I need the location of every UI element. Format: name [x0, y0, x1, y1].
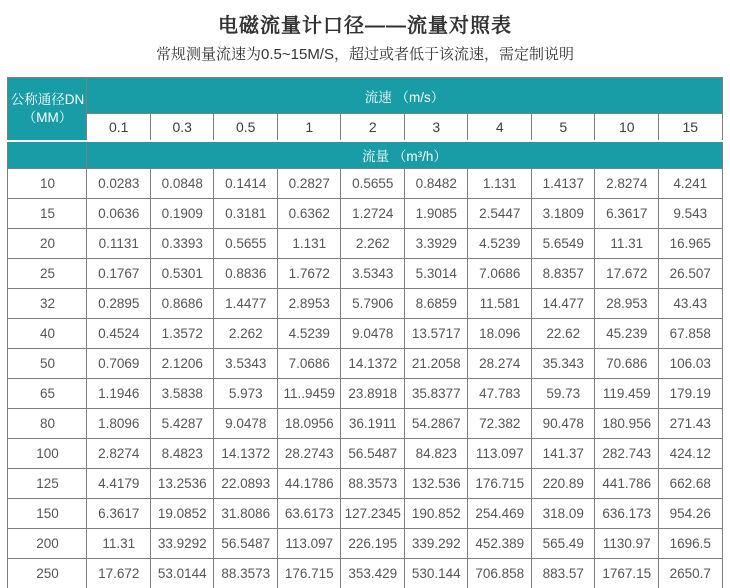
flow-value-cell: 0.5301 [150, 259, 214, 289]
flow-value-cell: 0.7069 [87, 349, 151, 379]
flow-value-cell: 954.26 [658, 499, 722, 529]
flow-value-cell: 1.131 [277, 229, 341, 259]
flow-value-cell: 0.2895 [87, 289, 151, 319]
table-row [8, 259, 722, 289]
flow-value-cell: 127.2345 [341, 499, 405, 529]
velocity-value-cell: 1 [277, 114, 341, 141]
flow-value-cell: 2.1206 [150, 349, 214, 379]
flow-value-cell: 70.686 [595, 349, 659, 379]
flow-value-cell: 339.292 [404, 529, 468, 559]
flow-value-cell: 6.3617 [87, 499, 151, 529]
velocity-header-row [8, 78, 722, 114]
flow-value-cell: 67.858 [658, 319, 722, 349]
flow-value-cell: 565.49 [531, 529, 595, 559]
flow-value-cell: 353.429 [341, 559, 405, 588]
flow-value-cell: 35.8377 [404, 379, 468, 409]
flow-value-cell: 1696.5 [658, 529, 722, 559]
flow-value-cell: 0.1414 [214, 169, 278, 199]
flow-value-cell: 0.8836 [214, 259, 278, 289]
table-row [8, 169, 722, 199]
flow-value-cell: 1767.15 [595, 559, 659, 588]
flow-value-cell: 26.507 [658, 259, 722, 289]
velocity-value-cell: 0.5 [214, 114, 278, 141]
flow-value-cell: 19.0852 [150, 499, 214, 529]
velocity-value-cell: 4 [468, 114, 532, 141]
table-row [8, 379, 722, 409]
dn-cell: 40 [8, 319, 87, 349]
flow-value-cell: 0.2827 [277, 169, 341, 199]
flow-value-cell: 1.1946 [87, 379, 151, 409]
flow-value-cell: 17.672 [87, 559, 151, 588]
flow-value-cell: 0.0636 [87, 199, 151, 229]
dn-cell: 65 [8, 379, 87, 409]
flow-value-cell: 47.783 [468, 379, 532, 409]
flow-value-cell: 84.823 [404, 439, 468, 469]
table-row [8, 439, 722, 469]
dn-cell: 15 [8, 199, 87, 229]
flow-value-cell: 53.0144 [150, 559, 214, 588]
flow-value-cell: 44.1786 [277, 469, 341, 499]
flow-value-cell: 1.8096 [87, 409, 151, 439]
dn-cell: 100 [8, 439, 87, 469]
flow-value-cell: 0.3393 [150, 229, 214, 259]
flow-value-cell: 11.581 [468, 289, 532, 319]
flow-value-cell: 0.1909 [150, 199, 214, 229]
flow-value-cell: 56.5487 [214, 529, 278, 559]
page-subtitle: 常规测量流速为0.5~15M/S，超过或者低于该流速，需定制说明 [156, 46, 574, 63]
flow-value-cell: 0.1767 [87, 259, 151, 289]
flow-value-cell: 113.097 [468, 439, 532, 469]
flow-value-cell: 4.4179 [87, 469, 151, 499]
dn-cell: 250 [8, 559, 87, 588]
flow-value-cell: 883.57 [531, 559, 595, 588]
flow-header-empty-cell [8, 141, 87, 169]
flow-value-cell: 13.2536 [150, 469, 214, 499]
flow-value-cell: 441.786 [595, 469, 659, 499]
dn-cell: 50 [8, 349, 87, 379]
flow-value-cell: 271.43 [658, 409, 722, 439]
flow-value-cell: 0.3181 [214, 199, 278, 229]
flow-value-cell: 9.543 [658, 199, 722, 229]
flow-value-cell: 132.536 [404, 469, 468, 499]
flow-value-cell: 28.953 [595, 289, 659, 319]
flow-value-cell: 72.382 [468, 409, 532, 439]
flow-value-cell: 59.73 [531, 379, 595, 409]
flow-value-cell: 2.262 [341, 229, 405, 259]
flow-value-cell: 2.262 [214, 319, 278, 349]
table-row [8, 559, 722, 588]
velocity-value-cell: 2 [341, 114, 405, 141]
table-row [8, 289, 722, 319]
flow-header-row [8, 141, 722, 169]
flow-value-cell: 1.131 [468, 169, 532, 199]
velocity-values-row [8, 114, 722, 141]
flow-value-cell: 318.09 [531, 499, 595, 529]
flow-value-cell: 141.37 [531, 439, 595, 469]
flow-value-cell: 28.2743 [277, 439, 341, 469]
flow-value-cell: 54.2867 [404, 409, 468, 439]
flow-value-cell: 706.858 [468, 559, 532, 588]
flow-value-cell: 2.5447 [468, 199, 532, 229]
flow-value-cell: 7.0686 [277, 349, 341, 379]
flow-value-cell: 13.5717 [404, 319, 468, 349]
flow-value-cell: 0.0283 [87, 169, 151, 199]
flow-value-cell: 424.12 [658, 439, 722, 469]
flow-value-cell: 8.8357 [531, 259, 595, 289]
flow-value-cell: 0.6362 [277, 199, 341, 229]
dn-cell: 10 [8, 169, 87, 199]
table-row [8, 529, 722, 559]
flow-value-cell: 452.389 [468, 529, 532, 559]
velocity-value-cell: 15 [658, 114, 722, 141]
flow-value-cell: 2.8274 [87, 439, 151, 469]
velocity-header-cell: 流速 （m/s） [87, 78, 722, 114]
flow-value-cell: 4.241 [658, 169, 722, 199]
flow-value-cell: 0.8482 [404, 169, 468, 199]
flow-value-cell: 43.43 [658, 289, 722, 319]
flow-value-cell: 21.2058 [404, 349, 468, 379]
flow-value-cell: 35.343 [531, 349, 595, 379]
flow-value-cell: 11.31 [87, 529, 151, 559]
flow-value-cell: 3.5343 [214, 349, 278, 379]
flow-value-cell: 636.173 [595, 499, 659, 529]
flow-value-cell: 5.4287 [150, 409, 214, 439]
dn-cell: 25 [8, 259, 87, 289]
flow-value-cell: 18.0956 [277, 409, 341, 439]
flow-value-cell: 22.0893 [214, 469, 278, 499]
velocity-value-cell: 5 [531, 114, 595, 141]
flow-value-cell: 23.8918 [341, 379, 405, 409]
flow-value-cell: 1.2724 [341, 199, 405, 229]
flow-value-cell: 14.1372 [341, 349, 405, 379]
flow-value-cell: 2.8953 [277, 289, 341, 319]
flow-value-cell: 106.03 [658, 349, 722, 379]
flow-value-cell: 5.7906 [341, 289, 405, 319]
flow-value-cell: 254.469 [468, 499, 532, 529]
flow-value-cell: 226.195 [341, 529, 405, 559]
flow-value-cell: 45.239 [595, 319, 659, 349]
table-row [8, 229, 722, 259]
flow-value-cell: 1.3572 [150, 319, 214, 349]
dn-cell: 80 [8, 409, 87, 439]
flow-value-cell: 6.3617 [595, 199, 659, 229]
flow-value-cell: 0.5655 [214, 229, 278, 259]
flow-value-cell: 33.9292 [150, 529, 214, 559]
flow-value-cell: 8.4823 [150, 439, 214, 469]
flow-value-cell: 220.89 [531, 469, 595, 499]
flow-value-cell: 56.5487 [341, 439, 405, 469]
dn-cell: 200 [8, 529, 87, 559]
flow-value-cell: 9.0478 [214, 409, 278, 439]
dn-cell: 125 [8, 469, 87, 499]
flow-value-cell: 11.31 [595, 229, 659, 259]
velocity-value-cell: 0.3 [150, 114, 214, 141]
flow-value-cell: 16.965 [658, 229, 722, 259]
flow-value-cell: 8.6859 [404, 289, 468, 319]
table-row [8, 319, 722, 349]
flow-value-cell: 180.956 [595, 409, 659, 439]
flow-value-cell: 3.1809 [531, 199, 595, 229]
flow-value-cell: 88.3573 [214, 559, 278, 588]
flow-value-cell: 0.4524 [87, 319, 151, 349]
corner-header-line2: （MM） [22, 109, 73, 125]
flow-value-cell: 9.0478 [341, 319, 405, 349]
table-row [8, 469, 722, 499]
flow-value-cell: 1.7672 [277, 259, 341, 289]
flow-value-cell: 4.5239 [277, 319, 341, 349]
flow-value-cell: 28.274 [468, 349, 532, 379]
flow-value-cell: 5.973 [214, 379, 278, 409]
flow-value-cell: 36.1911 [341, 409, 405, 439]
flow-value-cell: 179.19 [658, 379, 722, 409]
flow-value-cell: 31.8086 [214, 499, 278, 529]
table-row [8, 199, 722, 229]
flow-value-cell: 5.6549 [531, 229, 595, 259]
velocity-value-cell: 3 [404, 114, 468, 141]
flow-value-cell: 282.743 [595, 439, 659, 469]
flow-value-cell: 2.8274 [595, 169, 659, 199]
dn-cell: 20 [8, 229, 87, 259]
flow-value-cell: 0.1131 [87, 229, 151, 259]
flow-value-cell: 63.6173 [277, 499, 341, 529]
flow-value-cell: 190.852 [404, 499, 468, 529]
flow-table-body [8, 169, 722, 588]
flow-value-cell: 11..9459 [277, 379, 341, 409]
page-title: 电磁流量计口径——流量对照表 [218, 15, 512, 37]
velocity-value-cell: 0.1 [87, 114, 151, 141]
flow-value-cell: 0.0848 [150, 169, 214, 199]
flow-value-cell: 3.5343 [341, 259, 405, 289]
flow-value-cell: 113.097 [277, 529, 341, 559]
flow-value-cell: 14.1372 [214, 439, 278, 469]
flow-value-cell: 3.5838 [150, 379, 214, 409]
flow-value-cell: 1130.97 [595, 529, 659, 559]
velocity-value-cell: 10 [595, 114, 659, 141]
flow-value-cell: 5.3014 [404, 259, 468, 289]
flow-rate-table [7, 77, 722, 588]
flow-value-cell: 0.5655 [341, 169, 405, 199]
table-row [8, 349, 722, 379]
dn-cell: 150 [8, 499, 87, 529]
flow-value-cell: 22.62 [531, 319, 595, 349]
flow-value-cell: 1.4137 [531, 169, 595, 199]
dn-cell: 32 [8, 289, 87, 319]
flow-value-cell: 3.3929 [404, 229, 468, 259]
flow-value-cell: 0.8686 [150, 289, 214, 319]
corner-header-cell [8, 78, 87, 141]
flow-value-cell: 1.4477 [214, 289, 278, 319]
flow-value-cell: 4.5239 [468, 229, 532, 259]
flow-value-cell: 2650.7 [658, 559, 722, 588]
flow-value-cell: 1.9085 [404, 199, 468, 229]
table-row [8, 409, 722, 439]
corner-header-line1: 公称通径DN [10, 91, 85, 107]
flow-value-cell: 662.68 [658, 469, 722, 499]
flow-value-cell: 119.459 [595, 379, 659, 409]
flow-value-cell: 530.144 [404, 559, 468, 588]
flow-value-cell: 18.096 [468, 319, 532, 349]
flow-value-cell: 7.0686 [468, 259, 532, 289]
flow-value-cell: 88.3573 [341, 469, 405, 499]
flow-value-cell: 14.477 [531, 289, 595, 319]
flow-value-cell: 176.715 [277, 559, 341, 588]
flow-value-cell: 176.715 [468, 469, 532, 499]
flow-value-cell: 90.478 [531, 409, 595, 439]
flow-header-cell: 流量 （m³/h） [87, 141, 722, 169]
table-row [8, 499, 722, 529]
flow-value-cell: 17.672 [595, 259, 659, 289]
